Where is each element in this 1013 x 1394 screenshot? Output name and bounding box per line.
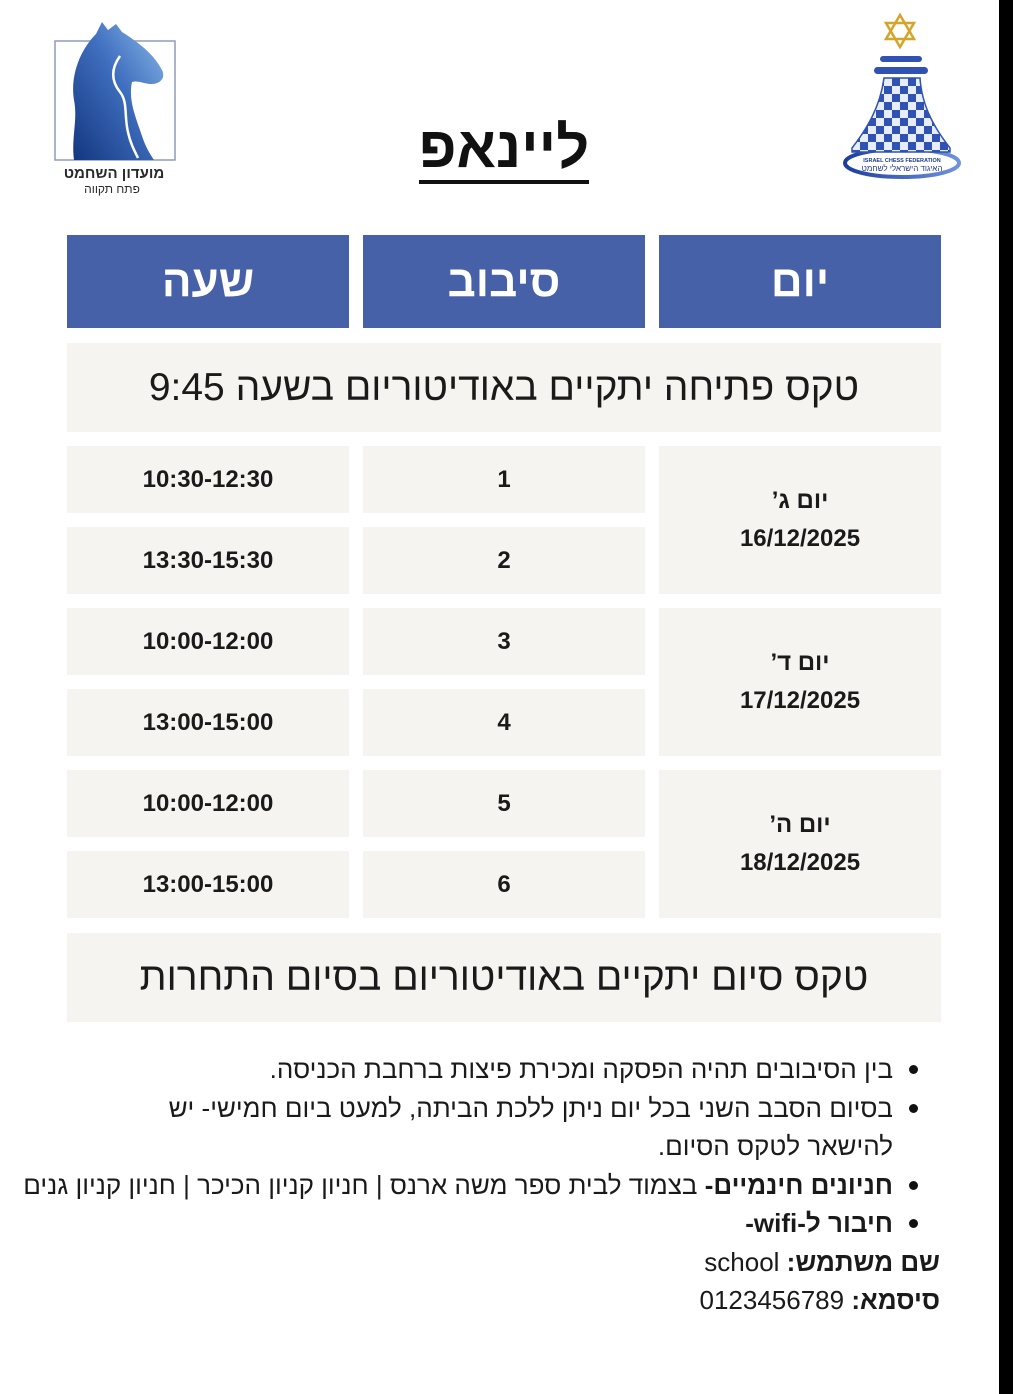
notes-section (23, 1050, 940, 1320)
header-round: סיבוב (363, 235, 645, 328)
page-title: ליינאפ (419, 118, 590, 184)
time-cell: 10:00-12:00 (67, 770, 349, 837)
club-city-text: פתח תקווה (84, 182, 140, 196)
list-item (40, 1204, 940, 1243)
day-date: 18/12/2025 (739, 849, 861, 876)
day-name: יום ג’ (771, 487, 829, 514)
bullet-dot (893, 1050, 935, 1089)
notes-list (23, 1050, 940, 1243)
closing-ceremony-row: טקס סיום יתקיים באודיטוריום בסיום התחרות (67, 933, 941, 1022)
bullet-dot (893, 1166, 935, 1205)
round-cell: 2 (363, 527, 645, 594)
wifi-username-line (40, 1243, 940, 1282)
list-item (23, 1166, 940, 1205)
day-name: יום ד’ (770, 649, 830, 676)
federation-name-he: האיגוד הישראלי לשחמט (861, 164, 943, 173)
wifi-password-line (40, 1281, 940, 1320)
day-cell (659, 770, 941, 918)
round-cell: 1 (363, 446, 645, 513)
username-label: שם משתמש: (786, 1246, 940, 1277)
bullet-dot (893, 1204, 935, 1243)
parking-label: חניונים חינמיים- (704, 1169, 893, 1200)
round-cell: 6 (363, 851, 645, 918)
day-name: יום ה’ (769, 811, 831, 838)
username-value: school (704, 1246, 780, 1277)
note-break-text: בין הסיבובים תהיה הפסקה ומכירת פיצות ברחבת הכניסה. (269, 1054, 893, 1084)
time-cell: 13:00-15:00 (67, 851, 349, 918)
round-cell: 3 (363, 608, 645, 675)
day-cell (659, 608, 941, 756)
header-time: שעה (67, 235, 349, 328)
note-leave-text: בסיום הסבב השני בכל יום ניתן ללכת הביתה, למעט ביום חמישי- יש להישאר לטקס הסיום. (168, 1092, 893, 1161)
schedule-grid (67, 446, 941, 918)
table-header (67, 235, 941, 328)
day-date: 16/12/2025 (739, 525, 861, 552)
time-cell: 10:00-12:00 (67, 608, 349, 675)
time-cell: 13:00-15:00 (67, 689, 349, 756)
crown-bar-bottom (874, 67, 928, 74)
crown-bar-top (880, 56, 922, 62)
opening-ceremony-row: טקס פתיחה יתקיים באודיטוריום בשעה 9:45 (67, 343, 941, 432)
list-item (40, 1089, 940, 1166)
password-value: 0123456789 (699, 1285, 845, 1315)
parking-text: בצמוד לבית ספר משה ארנס | חניון קניון הכיכר | חניון קניון גנים (23, 1169, 698, 1200)
round-cell: 4 (363, 689, 645, 756)
club-name-text: מועדון השחמט (63, 165, 165, 182)
list-item (40, 1050, 940, 1089)
title-wrapper (67, 115, 941, 184)
federation-name-en: ISRAEL CHESS FEDERATION (863, 158, 941, 164)
screen-edge-bar (999, 0, 1013, 1394)
time-cell: 10:30-12:30 (67, 446, 349, 513)
note-wifi (40, 1204, 893, 1243)
note-parking (23, 1166, 893, 1205)
header-day: יום (659, 235, 941, 328)
password-label: סיסמא: (851, 1285, 940, 1315)
day-cell (659, 446, 941, 594)
bullet-dot (893, 1089, 935, 1128)
day-date: 17/12/2025 (739, 687, 861, 714)
wifi-label: חיבור ל-wifi- (745, 1208, 893, 1238)
time-cell: 13:30-15:30 (67, 527, 349, 594)
round-cell: 5 (363, 770, 645, 837)
star-of-david-icon (886, 15, 914, 47)
